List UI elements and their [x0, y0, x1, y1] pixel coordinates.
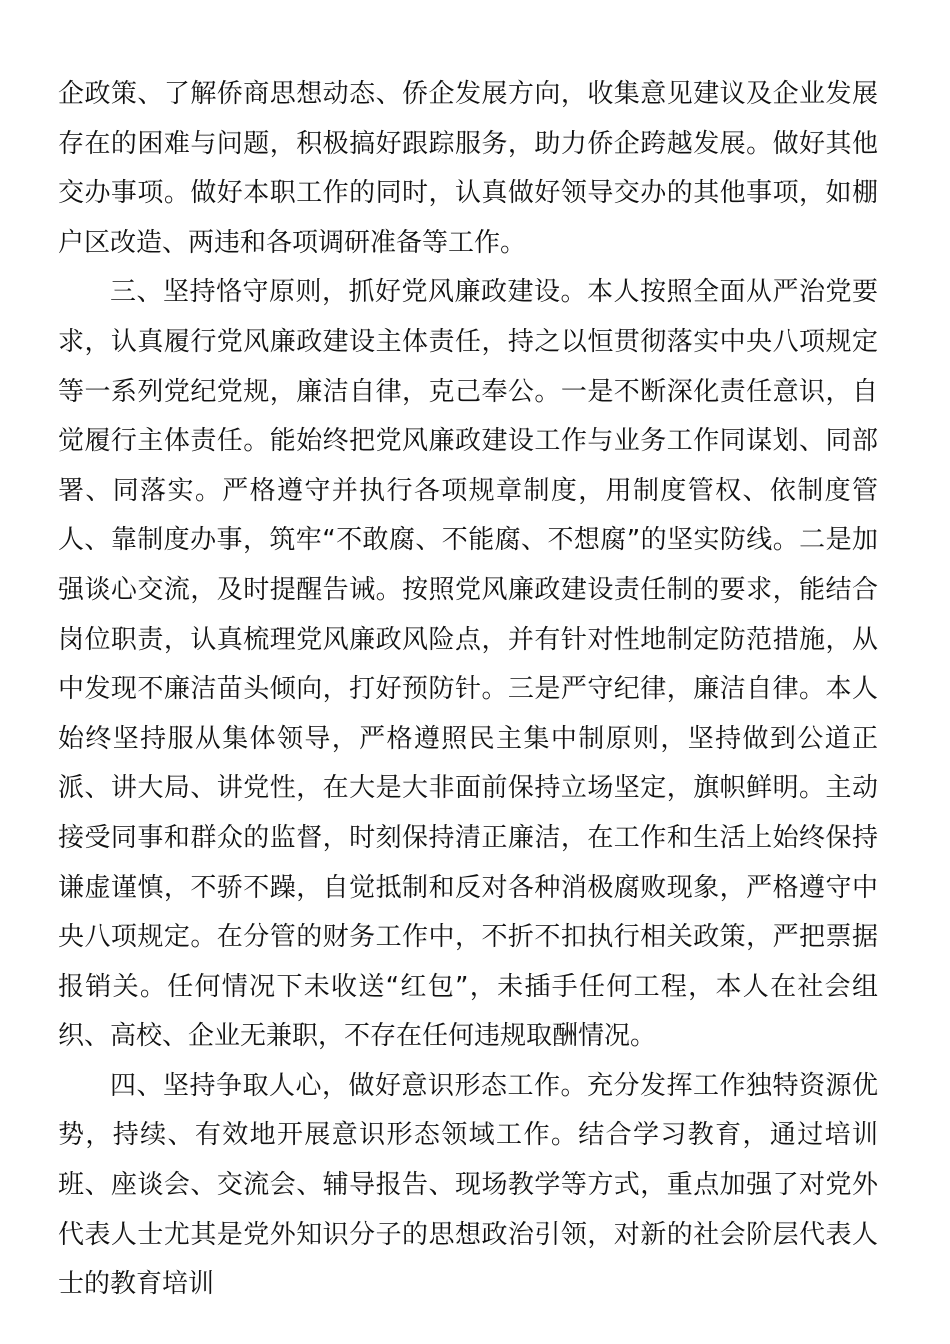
paragraph-section-three: 三、坚持恪守原则，抓好党风廉政建设。本人按照全面从严治党要求，认真履行党风廉政建设主体责任，持之以恒贯彻落实中央八项规定等一系列党纪党规，廉洁自律，克己奉公。一是不断深化责任意识，自觉履行主体责任。能始终把党风廉政建设工作与业务工作同谋划、同部署、同落实。严格遵守并执行各项规章制度，用制度管权、依制度管人、靠制度办事，筑牢“不敢腐、不能腐、不想腐”的坚实防线。二是加强谈心交流，及时提醒告诫。按照党风廉政建设责任制的要求，能结合岗位职责，认真梳理党风廉政风险点，并有针对性地制定防范措施，从中发现不廉洁苗头倾向，打好预防针。三是严守纪律，廉洁自律。本人始终坚持服从集体领导，严格遵照民主集中制原则，坚持做到公道正派、讲大局、讲党性，在大是大非面前保持立场坚定，旗帜鲜明。主动接受同事和群众的监督，时刻保持清正廉洁，在工作和生活上始终保持谦虚谨慎，不骄不躁，自觉抵制和反对各种消极腐败现象，严格遵守中央八项规定。在分管的财务工作中，不折不扣执行相关政策，严把票据报销关。任何情况下未收送“红包”，未插手任何工程，本人在社会组织、高校、企业无兼职，不存在任何违规取酬情况。: [58, 277, 878, 1052]
paragraph-section-four: 四、坚持争取人心，做好意识形态工作。充分发挥工作独特资源优势，持续、有效地开展意识形态领域工作。结合学习教育，通过培训班、座谈会、交流会、辅导报告、现场教学等方式，重点加强了对党外代表人士尤其是党外知识分子的思想政治引领，对新的社会阶层代表人士的教育培训: [58, 1070, 878, 1300]
document-body: [58, 70, 878, 1310]
paragraph-continuation: 企政策、了解侨商思想动态、侨企发展方向，收集意见建议及企业发展存在的困难与问题，积极搞好跟踪服务，助力侨企跨越发展。做好其他交办事项。做好本职工作的同时，认真做好领导交办的其他事项，如棚户区改造、两违和各项调研准备等工作。: [58, 79, 878, 258]
